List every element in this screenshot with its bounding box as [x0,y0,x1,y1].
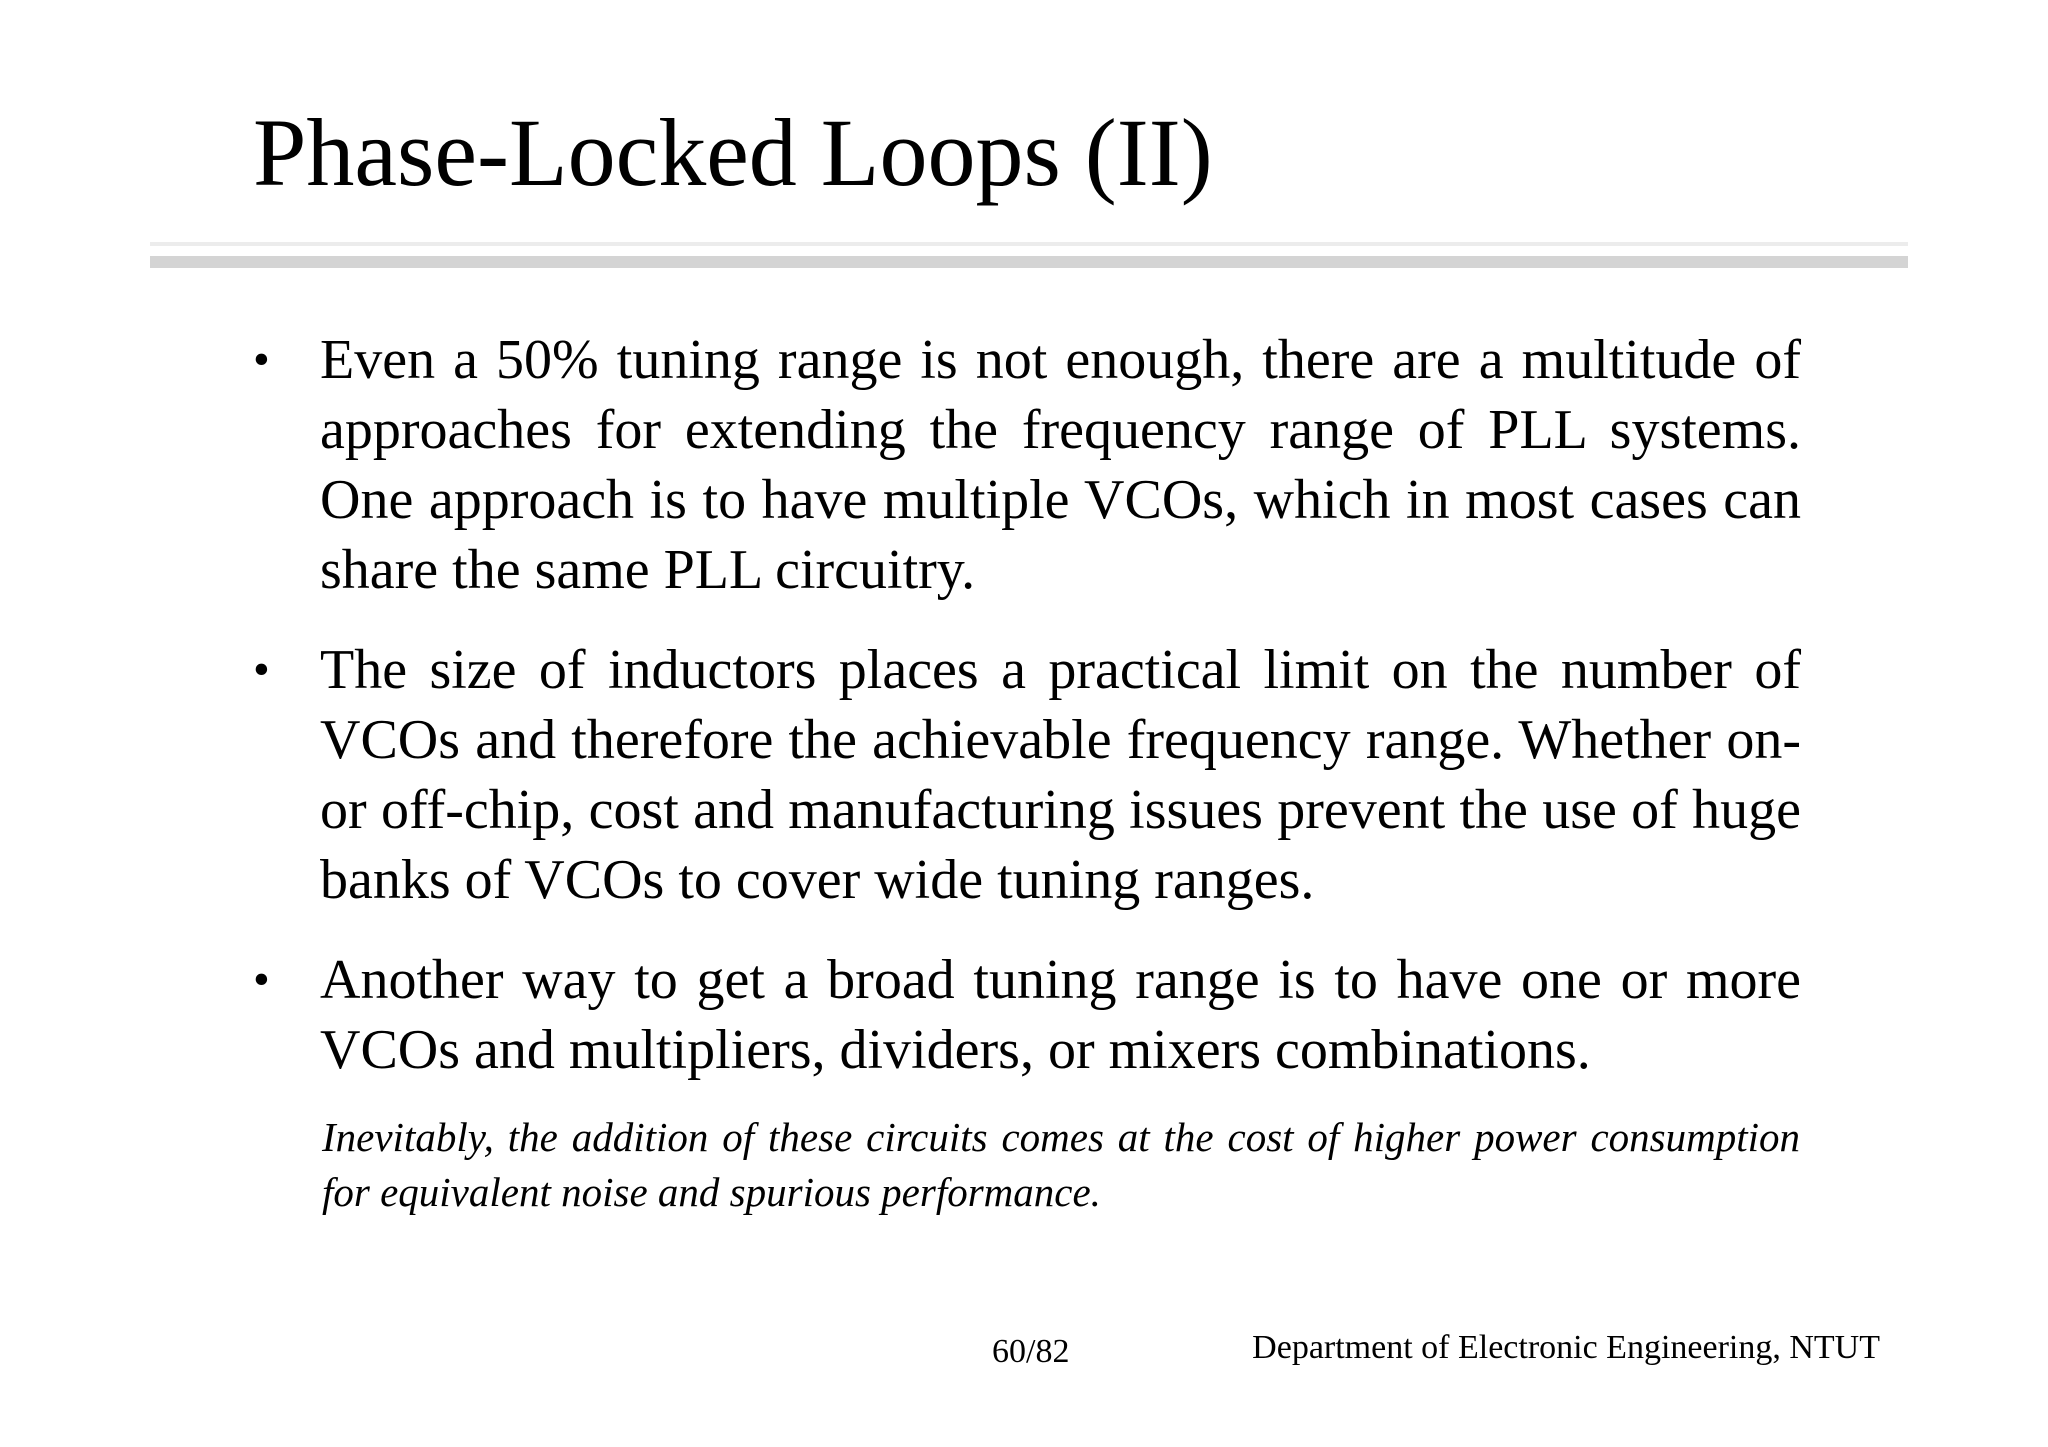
slide-title: Phase-Locked Loops (II) [253,99,1213,206]
bullet-list [253,325,1801,1115]
bullet-marker: • [253,333,270,386]
bullet-item [253,635,1801,915]
bullet-text: The size of inductors places a practical limit on the number of VCOs and therefore the achievable frequency range. Whether on- or off-chip, cost and manufacturing issues prevent the use of huge banks of VCOs to cover wide tuning ranges. [320,639,1801,911]
bullet-marker: • [253,643,270,696]
department-footer: Department of Electronic Engineering, NTUT [1252,1329,1880,1366]
bullet-text: Even a 50% tuning range is not enough, there are a multitude of approaches for extending the frequency range of PLL systems. One approach is to have multiple VCOs, which in most cases can share the same PLL circuitry. [320,329,1801,601]
bullet-item [253,945,1801,1085]
bullet-text: Another way to get a broad tuning range is to have one or more VCOs and multipliers, dividers, or mixers combinations. [320,949,1801,1081]
bullet-item [253,325,1801,605]
title-divider-thick [150,256,1908,268]
italic-note: Inevitably, the addition of these circuits comes at the cost of higher power consumption for equivalent noise and spurious performance. [322,1114,1800,1215]
page-number: 60/82 [992,1333,1070,1370]
title-divider-thin [150,242,1908,246]
bullet-marker: • [253,953,270,1006]
